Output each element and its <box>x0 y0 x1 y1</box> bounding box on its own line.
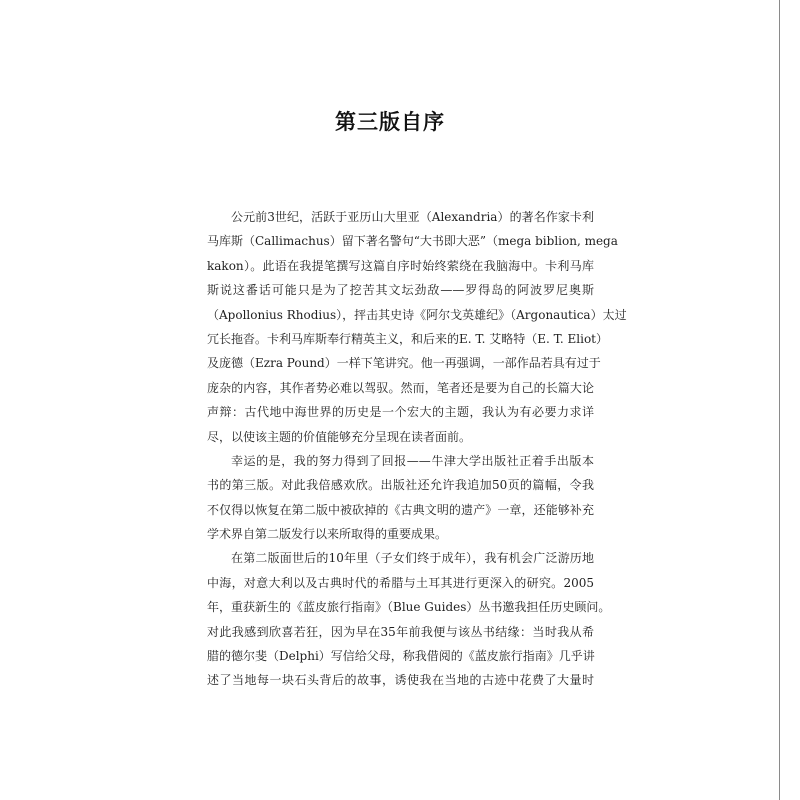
text-line: 年，重获新生的《蓝皮旅行指南》（Blue Guides）丛书邀我担任历史顾问。 <box>207 600 611 615</box>
text-line: 马库斯（Callimachus）留下著名警句“大书即大恶”（mega biblion, mega <box>207 234 618 249</box>
text-line: 幸运的是，我的努力得到了回报——牛津大学出版社正着手出版本 <box>231 453 594 468</box>
body-text <box>207 205 627 693</box>
text-line: 庞杂的内容，其作者势必难以驾驭。然而，笔者还是要为自己的长篇大论 <box>207 380 594 395</box>
text-line: （Apollonius Rhodius），抨击其史诗《阿尔戈英雄纪》（Argonautica）太过 <box>207 307 627 322</box>
text-line: 对此我感到欣喜若狂，因为早在35年前我便与该丛书结缘：当时我从希 <box>207 624 594 639</box>
text-line: 公元前3世纪，活跃于亚历山大里亚（Alexandria）的著名作家卡利 <box>231 210 594 224</box>
text-line: 声辩：古代地中海世界的历史是一个宏大的主题，我认为有必要力求详 <box>207 405 594 420</box>
text-line: 冗长拖沓。卡利马库斯奉行精英主义，和后来的E. T. 艾略特（E. T. Eliot） <box>207 331 609 346</box>
text-line: 及庞德（Ezra Pound）一样下笔讲究。他一再强调，一部作品若具有过于 <box>207 356 601 371</box>
text-line: 在第二版面世后的10年里（子女们终于成年），我有机会广泛游历地 <box>231 551 594 566</box>
text-line: 斯说这番话可能只是为了挖苦其文坛劲敌——罗得岛的阿波罗尼奥斯 <box>207 283 594 298</box>
text-line: 尽，以使该主题的价值能够充分呈现在读者面前。 <box>207 429 472 444</box>
text-line: 书的第三版。对此我倍感欢欣。出版社还允许我追加50页的篇幅，令我 <box>207 478 594 493</box>
text-line: 中海，对意大利以及古典时代的希腊与土耳其进行更深入的研究。2005 <box>207 575 594 590</box>
text-line: 腊的德尔斐（Delphi）写信给父母，称我借阅的《蓝皮旅行指南》几乎讲 <box>207 649 595 664</box>
text-line: 不仅得以恢复在第二版中被砍掉的《古典文明的遗产》一章，还能够补充 <box>207 502 594 517</box>
text-line: 述了当地每一块石头背后的故事，诱使我在当地的古迹中花费了大量时 <box>207 673 594 688</box>
text-line: 学术界自第二版发行以来所取得的重要成果。 <box>207 527 448 542</box>
page-title: 第三版自序 <box>335 110 445 134</box>
text-line: kakon）。此语在我提笔撰写这篇自序时始终萦绕在我脑海中。卡利马库 <box>207 258 594 273</box>
